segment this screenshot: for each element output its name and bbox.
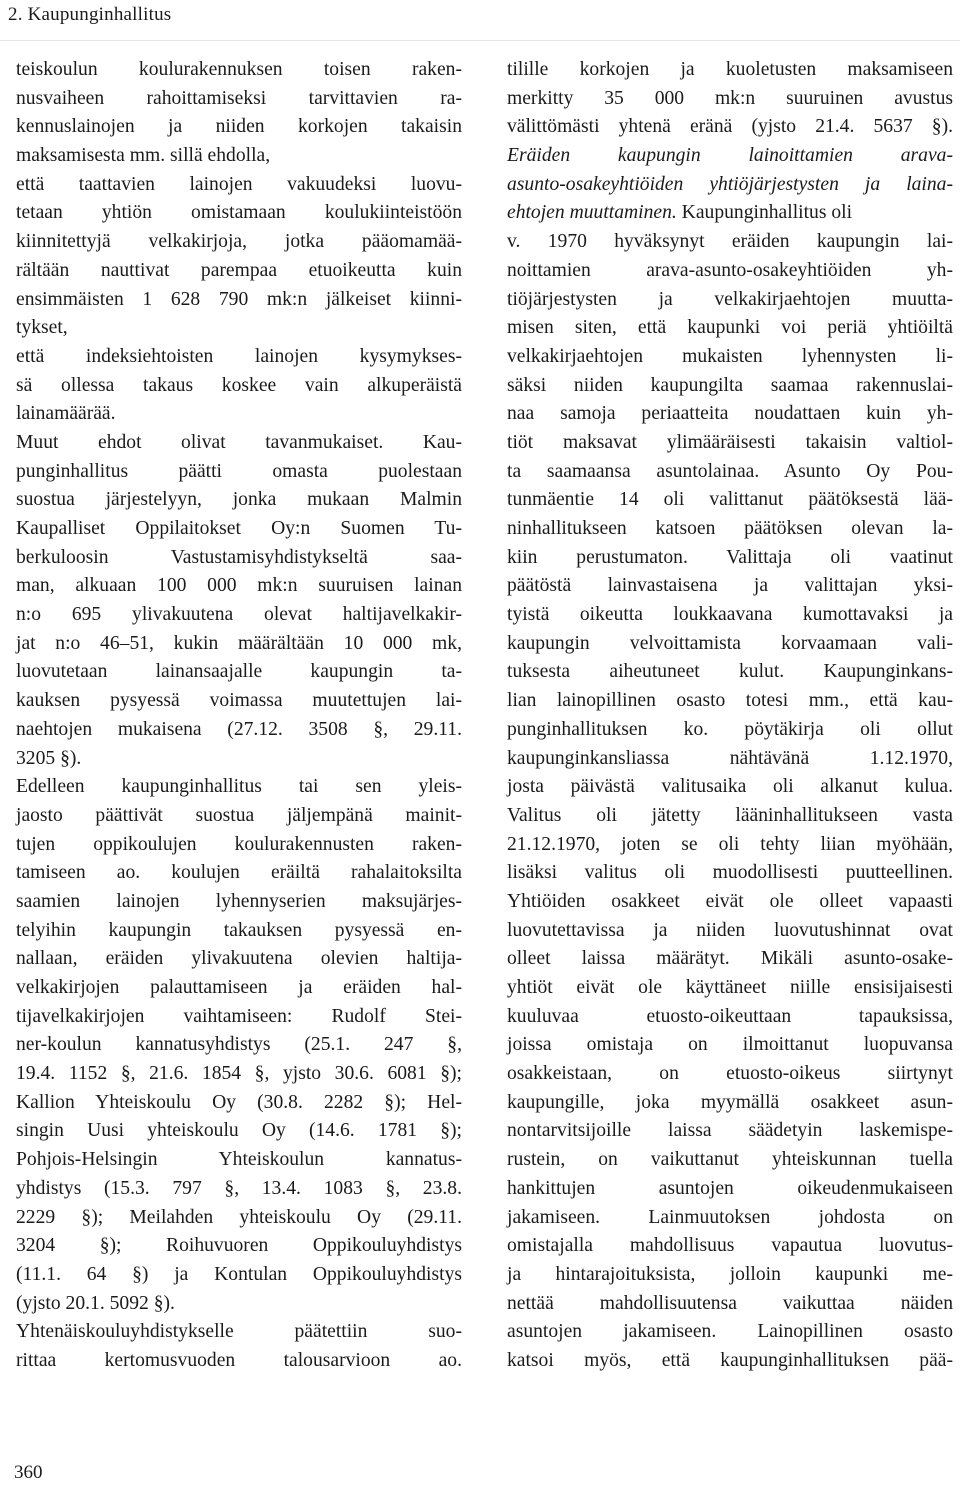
text-span: Yhtenäiskouluyhdistykselle päätettiin suo- bbox=[16, 1321, 462, 1343]
text-span: singin Uusi yhteiskoulu Oy (14.6. 1781 §); bbox=[16, 1120, 462, 1142]
text-span: rältään nauttivat parempaa etuoikeutta kuin bbox=[16, 259, 462, 281]
right-column-line bbox=[507, 199, 953, 228]
right-column-line bbox=[507, 859, 953, 888]
right-column-line bbox=[507, 572, 953, 601]
text-span: 19.4. 1152 §, 21.6. 1854 §, yjsto 30.6. 6081 §); bbox=[16, 1063, 462, 1085]
text-span: 21.12.1970, joten se oli tehty liian myöhään, bbox=[507, 833, 953, 855]
text-span: osakkeistaan, on etuosto-oikeus siirtynyt bbox=[507, 1063, 953, 1085]
left-column bbox=[16, 56, 462, 1376]
left-column-line bbox=[16, 458, 462, 487]
text-span: maksamisesta mm. sillä ehdolla, bbox=[16, 145, 271, 167]
text-span: ehtojen muuttaminen. bbox=[507, 202, 677, 224]
right-column-line bbox=[507, 716, 953, 745]
text-span: lisäksi valitus oli muodollisesti puutteellinen. bbox=[507, 862, 953, 884]
right-column-line bbox=[507, 429, 953, 458]
text-span: yhtiöt eivät ole käyttäneet niille ensisijaisesti bbox=[507, 977, 953, 998]
text-span: hankittujen asuntojen oikeudenmukaiseen bbox=[507, 1177, 953, 1199]
text-span: kuuluvaa etuosto-oikeuttaan tapauksissa, bbox=[507, 1005, 953, 1027]
right-column-line bbox=[507, 458, 953, 487]
left-column-line bbox=[16, 1347, 462, 1376]
text-span: että taattavien lainojen vakuudeksi luovu- bbox=[16, 173, 462, 195]
right-column-line bbox=[507, 1318, 953, 1347]
text-span: punginhallituksen ko. pöytäkirja oli ollut bbox=[507, 718, 953, 740]
right-column-line bbox=[507, 1347, 953, 1376]
left-column-line bbox=[16, 1175, 462, 1204]
text-span: saamien lainojen lyhennyserien maksujärjes- bbox=[16, 890, 462, 912]
text-span: sä ollessa takaus koskee vain alkuperäistä bbox=[16, 374, 462, 396]
right-column-line bbox=[507, 400, 953, 429]
left-column-line bbox=[16, 171, 462, 200]
left-column-line bbox=[16, 1261, 462, 1290]
left-column-line bbox=[16, 400, 462, 429]
text-span: ninhallitukseen katsoen päätöksen olevan la- bbox=[507, 518, 953, 539]
right-column-line bbox=[507, 773, 953, 802]
running-header: 2. Kaupunginhallitus bbox=[8, 4, 172, 25]
text-span: Edelleen kaupunginhallitus tai sen yleis- bbox=[16, 776, 462, 798]
text-span: kennuslainojen ja niiden korkojen takaisin bbox=[16, 116, 462, 138]
right-column-line bbox=[507, 142, 953, 171]
text-span: yhdistys (15.3. 797 §, 13.4. 1083 §, 23.8. bbox=[16, 1177, 462, 1199]
right-column-line bbox=[507, 945, 953, 974]
left-column-line bbox=[16, 1003, 462, 1032]
text-span: luovutetaan lainansaajalle kaupungin ta- bbox=[16, 661, 462, 683]
right-column-line bbox=[507, 56, 953, 85]
text-span: nallaan, eräiden ylivakuutena olevien haltija- bbox=[16, 948, 462, 970]
right-column-line bbox=[507, 228, 953, 257]
right-column-line bbox=[507, 1060, 953, 1089]
text-span: tilille korkojen ja kuoletusten maksamiseen bbox=[507, 59, 953, 80]
text-span: velkakirjojen palauttamiseen ja eräiden hal- bbox=[16, 977, 462, 998]
text-span: Kaupalliset Oppilaitokset Oy:n Suomen Tu- bbox=[16, 518, 462, 539]
right-column-line bbox=[507, 1089, 953, 1118]
text-span: kaupungille, joka myymällä osakkeet asun- bbox=[507, 1091, 953, 1113]
text-span: jaosto päättivät suostua jäljempänä mainit- bbox=[16, 804, 462, 826]
text-span: kiin perustumaton. Valittaja oli vaatinut bbox=[507, 546, 953, 568]
text-span: omistajalla mahdollisuus vapautua luovutus- bbox=[507, 1235, 953, 1257]
text-span: man, alkuaan 100 000 mk:n suuruisen lainan bbox=[16, 575, 462, 597]
text-span: naehtojen mukaisena (27.12. 3508 §, 29.11. bbox=[16, 718, 462, 740]
right-column-line bbox=[507, 1031, 953, 1060]
right-column-line bbox=[507, 85, 953, 114]
text-span: tiöt maksavat ylimääräisesti takaisin valtiol- bbox=[507, 431, 953, 453]
left-column-line bbox=[16, 85, 462, 114]
text-span: rustein, on vaikuttanut yhteiskunnan tuella bbox=[507, 1149, 953, 1171]
left-column-line bbox=[16, 1318, 462, 1347]
right-column-line bbox=[507, 544, 953, 573]
text-span: velkakirjaehtojen mukaisten lyhennysten li- bbox=[507, 345, 953, 367]
left-column-line bbox=[16, 1089, 462, 1118]
left-column-line bbox=[16, 687, 462, 716]
text-span: asunto-osakeyhtiöiden yhtiöjärjestysten ja laina- bbox=[507, 173, 953, 195]
right-column-line bbox=[507, 1175, 953, 1204]
text-span: kauksen pysyessä voimassa muutettujen lai- bbox=[16, 690, 462, 712]
text-span: Yhtiöiden osakkeet eivät ole olleet vapaasti bbox=[507, 890, 953, 912]
left-column-line bbox=[16, 831, 462, 860]
text-span: välittömästi yhtenä eränä (yjsto 21.4. 5637 §). bbox=[507, 116, 953, 138]
right-column-line bbox=[507, 113, 953, 142]
text-span: tiöjärjestysten ja velkakirjaehtojen muutta- bbox=[507, 288, 953, 310]
right-column-line bbox=[507, 314, 953, 343]
right-column bbox=[507, 56, 953, 1376]
text-span: tunmäentie 14 oli valittanut päätöksestä lää- bbox=[507, 489, 953, 511]
text-span: telyihin kaupungin takauksen pysyessä en- bbox=[16, 919, 462, 941]
text-span-suffix: Kaupunginhallitus oli bbox=[676, 202, 853, 224]
left-column-line bbox=[16, 773, 462, 802]
right-column-line bbox=[507, 515, 953, 544]
text-span: katsoi myös, että kaupunginhallituksen pää- bbox=[507, 1349, 953, 1371]
text-span: tyistä oikeutta loukkaavana kumottavaksi ja bbox=[507, 604, 953, 626]
right-column-line bbox=[507, 1117, 953, 1146]
right-column-line bbox=[507, 1204, 953, 1233]
text-span: lainamäärää. bbox=[16, 403, 116, 425]
right-column-line bbox=[507, 917, 953, 946]
text-span: nettää mahdollisuutensa vaikuttaa näiden bbox=[507, 1292, 953, 1314]
left-column-line bbox=[16, 1117, 462, 1146]
left-column-line bbox=[16, 658, 462, 687]
right-column-line bbox=[507, 486, 953, 515]
text-span: teiskoulun koulurakennuksen toisen raken- bbox=[16, 59, 462, 80]
left-column-line bbox=[16, 1031, 462, 1060]
text-span: jat n:o 46–51, kukin määrältään 10 000 mk, bbox=[16, 632, 462, 654]
text-span: ta saamaansa asuntolainaa. Asunto Oy Pou- bbox=[507, 460, 953, 482]
text-span: että indeksiehtoisten lainojen kysymykses- bbox=[16, 345, 462, 367]
right-column-line bbox=[507, 1261, 953, 1290]
page-number: 360 bbox=[14, 1462, 43, 1483]
text-span: ja hintarajoituksista, jolloin kaupunki me- bbox=[507, 1263, 953, 1285]
text-span: kiinnitettyjä velkakirjoja, jotka pääomamää- bbox=[16, 231, 462, 253]
text-span: tykset, bbox=[16, 317, 68, 339]
text-span: n:o 695 ylivakuutena olevat haltijavelkakir- bbox=[16, 604, 462, 626]
right-column-line bbox=[507, 286, 953, 315]
left-column-line bbox=[16, 142, 462, 171]
left-column-line bbox=[16, 1146, 462, 1175]
right-column-line bbox=[507, 802, 953, 831]
right-column-line bbox=[507, 687, 953, 716]
text-span: Eräiden kaupungin lainoittamien arava- bbox=[507, 145, 953, 167]
left-column-line bbox=[16, 716, 462, 745]
text-span: tamiseen ao. koulujen eräiltä rahalaitoksilta bbox=[16, 862, 462, 884]
right-column-line bbox=[507, 888, 953, 917]
text-span: rittaa kertomusvuoden talousarvioon ao. bbox=[16, 1349, 462, 1371]
text-span: joissa omistaja on ilmoittanut luopuvansa bbox=[507, 1034, 953, 1056]
text-span: (11.1. 64 §) ja Kontulan Oppikouluyhdistys bbox=[16, 1263, 462, 1285]
text-span: kaupungin velvoittamista korvaamaan vali- bbox=[507, 632, 953, 654]
text-span: lian lainopillinen osasto totesi mm., että kau- bbox=[507, 690, 953, 712]
text-span: 3205 §). bbox=[16, 747, 82, 769]
left-column-line bbox=[16, 228, 462, 257]
text-span: tujen oppikoulujen koulurakennusten raken- bbox=[16, 833, 462, 855]
left-column-line bbox=[16, 1060, 462, 1089]
right-column-line bbox=[507, 630, 953, 659]
text-span: tijavelkakirjojen vaihtamiseen: Rudolf Stei- bbox=[16, 1005, 462, 1027]
text-span: misen siten, että kaupunki voi periä yhtiöiltä bbox=[507, 317, 953, 339]
left-column-line bbox=[16, 917, 462, 946]
left-column-line bbox=[16, 859, 462, 888]
text-span: Kallion Yhteiskoulu Oy (30.8. 2282 §); Hel- bbox=[16, 1091, 462, 1113]
right-column-line bbox=[507, 601, 953, 630]
text-span: 3204 §); Roihuvuoren Oppikouluyhdistys bbox=[16, 1235, 462, 1257]
right-column-line bbox=[507, 1290, 953, 1319]
text-span: berkuloosin Vastustamisyhdistykseltä saa- bbox=[16, 546, 462, 568]
left-column-line bbox=[16, 745, 462, 774]
text-span: Valitus oli jätetty lääninhallitukseen vasta bbox=[507, 804, 953, 826]
right-column-line bbox=[507, 658, 953, 687]
text-span: noittamien arava-asunto-osakeyhtiöiden yh- bbox=[507, 259, 953, 281]
text-span: tetaan yhtiön omistamaan koulukiinteistöön bbox=[16, 202, 462, 224]
right-column-line bbox=[507, 372, 953, 401]
right-column-line bbox=[507, 974, 953, 1003]
text-span: ensimmäisten 1 628 790 mk:n jälkeiset kiinni- bbox=[16, 288, 462, 310]
left-column-line bbox=[16, 630, 462, 659]
text-span: asuntojen jakamiseen. Lainopillinen osasto bbox=[507, 1321, 953, 1343]
text-span: Pohjois-Helsingin Yhteiskoulun kannatus- bbox=[16, 1149, 462, 1171]
text-span: ner-koulun kannatusyhdistys (25.1. 247 §, bbox=[16, 1034, 462, 1056]
text-span: olleet laissa määrätyt. Mikäli asunto-osake- bbox=[507, 948, 953, 970]
text-span: nusvaiheen rahoittamiseksi tarvittavien ra- bbox=[16, 87, 462, 109]
text-span: merkitty 35 000 mk:n suuruinen avustus bbox=[507, 87, 953, 109]
text-span: Muut ehdot olivat tavanmukaiset. Kau- bbox=[16, 431, 462, 453]
text-span: jakamiseen. Lainmuutoksen johdosta on bbox=[507, 1206, 953, 1228]
text-span: (yjsto 20.1. 5092 §). bbox=[16, 1292, 175, 1314]
left-column-line bbox=[16, 572, 462, 601]
left-column-line bbox=[16, 1204, 462, 1233]
left-column-line bbox=[16, 343, 462, 372]
text-span: säksi niiden kaupungilta saamaa rakennuslai- bbox=[507, 374, 953, 396]
left-column-line bbox=[16, 372, 462, 401]
right-column-line bbox=[507, 257, 953, 286]
text-span: tuksesta aiheutuneet kulut. Kaupunginkans- bbox=[507, 661, 953, 683]
left-column-line bbox=[16, 56, 462, 85]
left-column-line bbox=[16, 544, 462, 573]
text-span: luovutettavissa ja niiden luovutushinnat ovat bbox=[507, 919, 953, 941]
text-span: naa samoja periaatteita noudattaen kuin yh- bbox=[507, 403, 953, 425]
left-column-line bbox=[16, 601, 462, 630]
text-span: punginhallitus päätti omasta puolestaan bbox=[16, 460, 462, 482]
text-span: nontarvitsijoille laissa säädetyin laskemispe- bbox=[507, 1120, 953, 1142]
left-column-line bbox=[16, 486, 462, 515]
right-column-line bbox=[507, 343, 953, 372]
left-column-line bbox=[16, 515, 462, 544]
left-column-line bbox=[16, 888, 462, 917]
text-span: josta päivästä valitusaika oli alkanut kulua. bbox=[507, 776, 953, 798]
left-column-line bbox=[16, 257, 462, 286]
right-column-line bbox=[507, 745, 953, 774]
left-column-line bbox=[16, 802, 462, 831]
text-span: kaupunginkansliassa nähtävänä 1.12.1970, bbox=[507, 747, 953, 769]
left-column-line bbox=[16, 199, 462, 228]
left-column-line bbox=[16, 314, 462, 343]
right-column-line bbox=[507, 831, 953, 860]
right-column-line bbox=[507, 1146, 953, 1175]
left-column-line bbox=[16, 945, 462, 974]
left-column-line bbox=[16, 1232, 462, 1261]
header-divider bbox=[0, 40, 960, 41]
right-column-line bbox=[507, 171, 953, 200]
left-column-line bbox=[16, 1290, 462, 1319]
text-span: päätöstä lainvastaisena ja valittajan yksi- bbox=[507, 575, 953, 597]
text-span: suostua järjestelyyn, jonka mukaan Malmin bbox=[16, 489, 462, 511]
right-column-line bbox=[507, 1232, 953, 1261]
left-column-line bbox=[16, 286, 462, 315]
right-column-line bbox=[507, 1003, 953, 1032]
left-column-line bbox=[16, 429, 462, 458]
left-column-line bbox=[16, 113, 462, 142]
left-column-line bbox=[16, 974, 462, 1003]
text-span: v. 1970 hyväksynyt eräiden kaupungin lai- bbox=[507, 231, 953, 253]
text-span: 2229 §); Meilahden yhteiskoulu Oy (29.11. bbox=[16, 1206, 462, 1228]
